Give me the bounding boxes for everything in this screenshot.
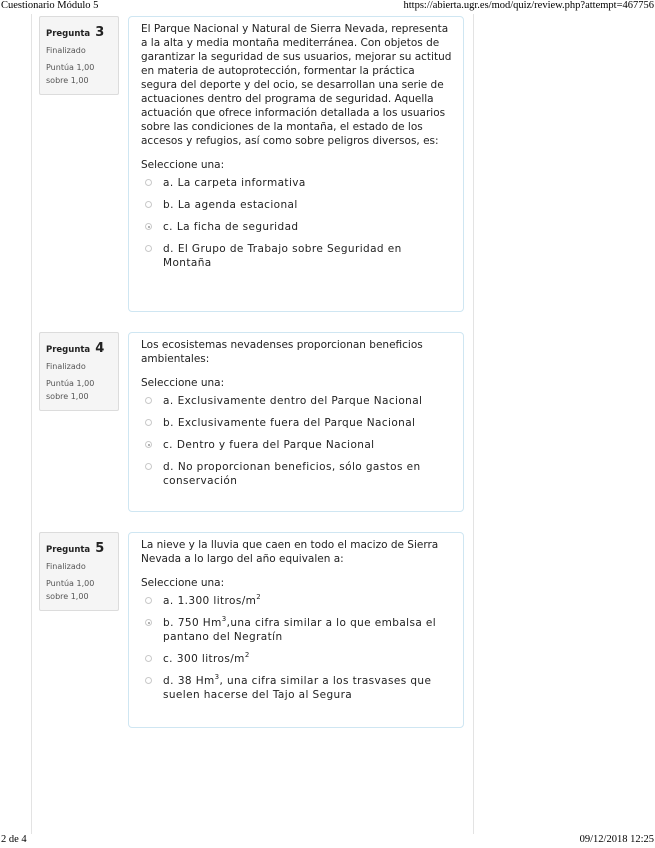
answer-option-c[interactable]: c. La ficha de seguridad [141, 220, 453, 234]
answer-option-b[interactable]: b. Exclusivamente fuera del Parque Nacional [141, 416, 453, 430]
question-grade-max: sobre 1,00 [46, 392, 89, 401]
print-footer [0, 834, 655, 848]
question-label: Pregunta [46, 545, 91, 555]
question-content-5 [128, 532, 464, 728]
question-number: 5 [95, 541, 105, 556]
radio-button[interactable] [145, 201, 152, 208]
answer-option-c[interactable]: c. Dentro y fuera del Parque Nacional [141, 438, 453, 452]
question-content-4 [128, 332, 464, 512]
radio-button-selected[interactable] [145, 441, 152, 448]
radio-button[interactable] [145, 677, 152, 684]
question-info-4 [39, 332, 119, 411]
question-state: Finalizado [46, 46, 86, 55]
question-text: El Parque Nacional y Natural de Sierra Nevada, representa a la alta y media montaña mediterránea. Con objetos de garantizar la seguridad de sus usuarios, mejorar su actitud en materia de autoprotección, formentar la práctica segura del deporte y del ocio, se desarrollan una serie de actuaciones dentro del programa de seguridad. Aquella actuación que ofrece información detallada a los usuarios sobre las condiciones de la montaña, el estado de los accesos y refugios, así como sobre peligros diversos, es: [141, 23, 452, 147]
answer-option-c[interactable]: c. 300 litros/$m^2$ [141, 652, 453, 666]
radio-button[interactable] [145, 463, 152, 470]
page-border-right [473, 14, 474, 834]
radio-button[interactable] [145, 655, 152, 662]
question-grade-max: sobre 1,00 [46, 592, 89, 601]
question-label: Pregunta [46, 29, 91, 39]
question-number: 3 [95, 25, 105, 40]
answer-prompt: Seleccione una: [141, 159, 225, 171]
question-grade-max: sobre 1,00 [46, 76, 89, 85]
answer-option-b[interactable]: b. 750 Hm$^3$,una cifra similar a lo que embalsa el pantano del Negratín [141, 616, 453, 644]
question-text: La nieve y la lluvia que caen en todo el macizo de Sierra Nevada a lo largo del año equivalen a: [141, 539, 439, 565]
question-grade: Puntúa 1,00 [46, 379, 95, 388]
question-state: Finalizado [46, 362, 86, 371]
question-grade: Puntúa 1,00 [46, 579, 95, 588]
radio-button[interactable] [145, 419, 152, 426]
question-label: Pregunta [46, 345, 91, 355]
answer-option-d[interactable]: d. El Grupo de Trabajo sobre Seguridad en Montaña [141, 242, 453, 270]
page-url: https://abierta.ugr.es/mod/quiz/review.php?attempt=467756 [403, 0, 654, 11]
answer-option-d[interactable]: d. 38 Hm$^3$, una cifra similar a los trasvases que suelen hacerse del Tajo al Segura [141, 674, 453, 702]
radio-button[interactable] [145, 179, 152, 186]
radio-button[interactable] [145, 397, 152, 404]
print-header [0, 0, 655, 14]
question-text: Los ecosistemas nevadenses proporcionan beneficios ambientales: [141, 339, 423, 365]
radio-button-selected[interactable] [145, 223, 152, 230]
answer-prompt: Seleccione una: [141, 577, 225, 589]
answer-option-a[interactable]: a. 1.300 litros/$m^2$ [141, 594, 453, 608]
question-info-5 [39, 532, 119, 611]
page-number: 2 de 4 [1, 834, 27, 845]
radio-button-selected[interactable] [145, 619, 152, 626]
question-content-3 [128, 16, 464, 312]
answer-prompt: Seleccione una: [141, 377, 225, 389]
question-state: Finalizado [46, 562, 86, 571]
page-title: Cuestionario Módulo 5 [1, 0, 99, 11]
answer-option-a[interactable]: a. Exclusivamente dentro del Parque Nacional [141, 394, 453, 408]
print-datetime: 09/12/2018 12:25 [579, 834, 654, 845]
answer-option-d[interactable]: d. No proporcionan beneficios, sólo gastos en conservación [141, 460, 453, 488]
radio-button[interactable] [145, 245, 152, 252]
question-info-3 [39, 16, 119, 95]
answer-option-a[interactable]: a. La carpeta informativa [141, 176, 453, 190]
question-grade: Puntúa 1,00 [46, 63, 95, 72]
question-number: 4 [95, 341, 105, 356]
radio-button[interactable] [145, 597, 152, 604]
answer-option-b[interactable]: b. La agenda estacional [141, 198, 453, 212]
page-border-left [31, 14, 32, 834]
